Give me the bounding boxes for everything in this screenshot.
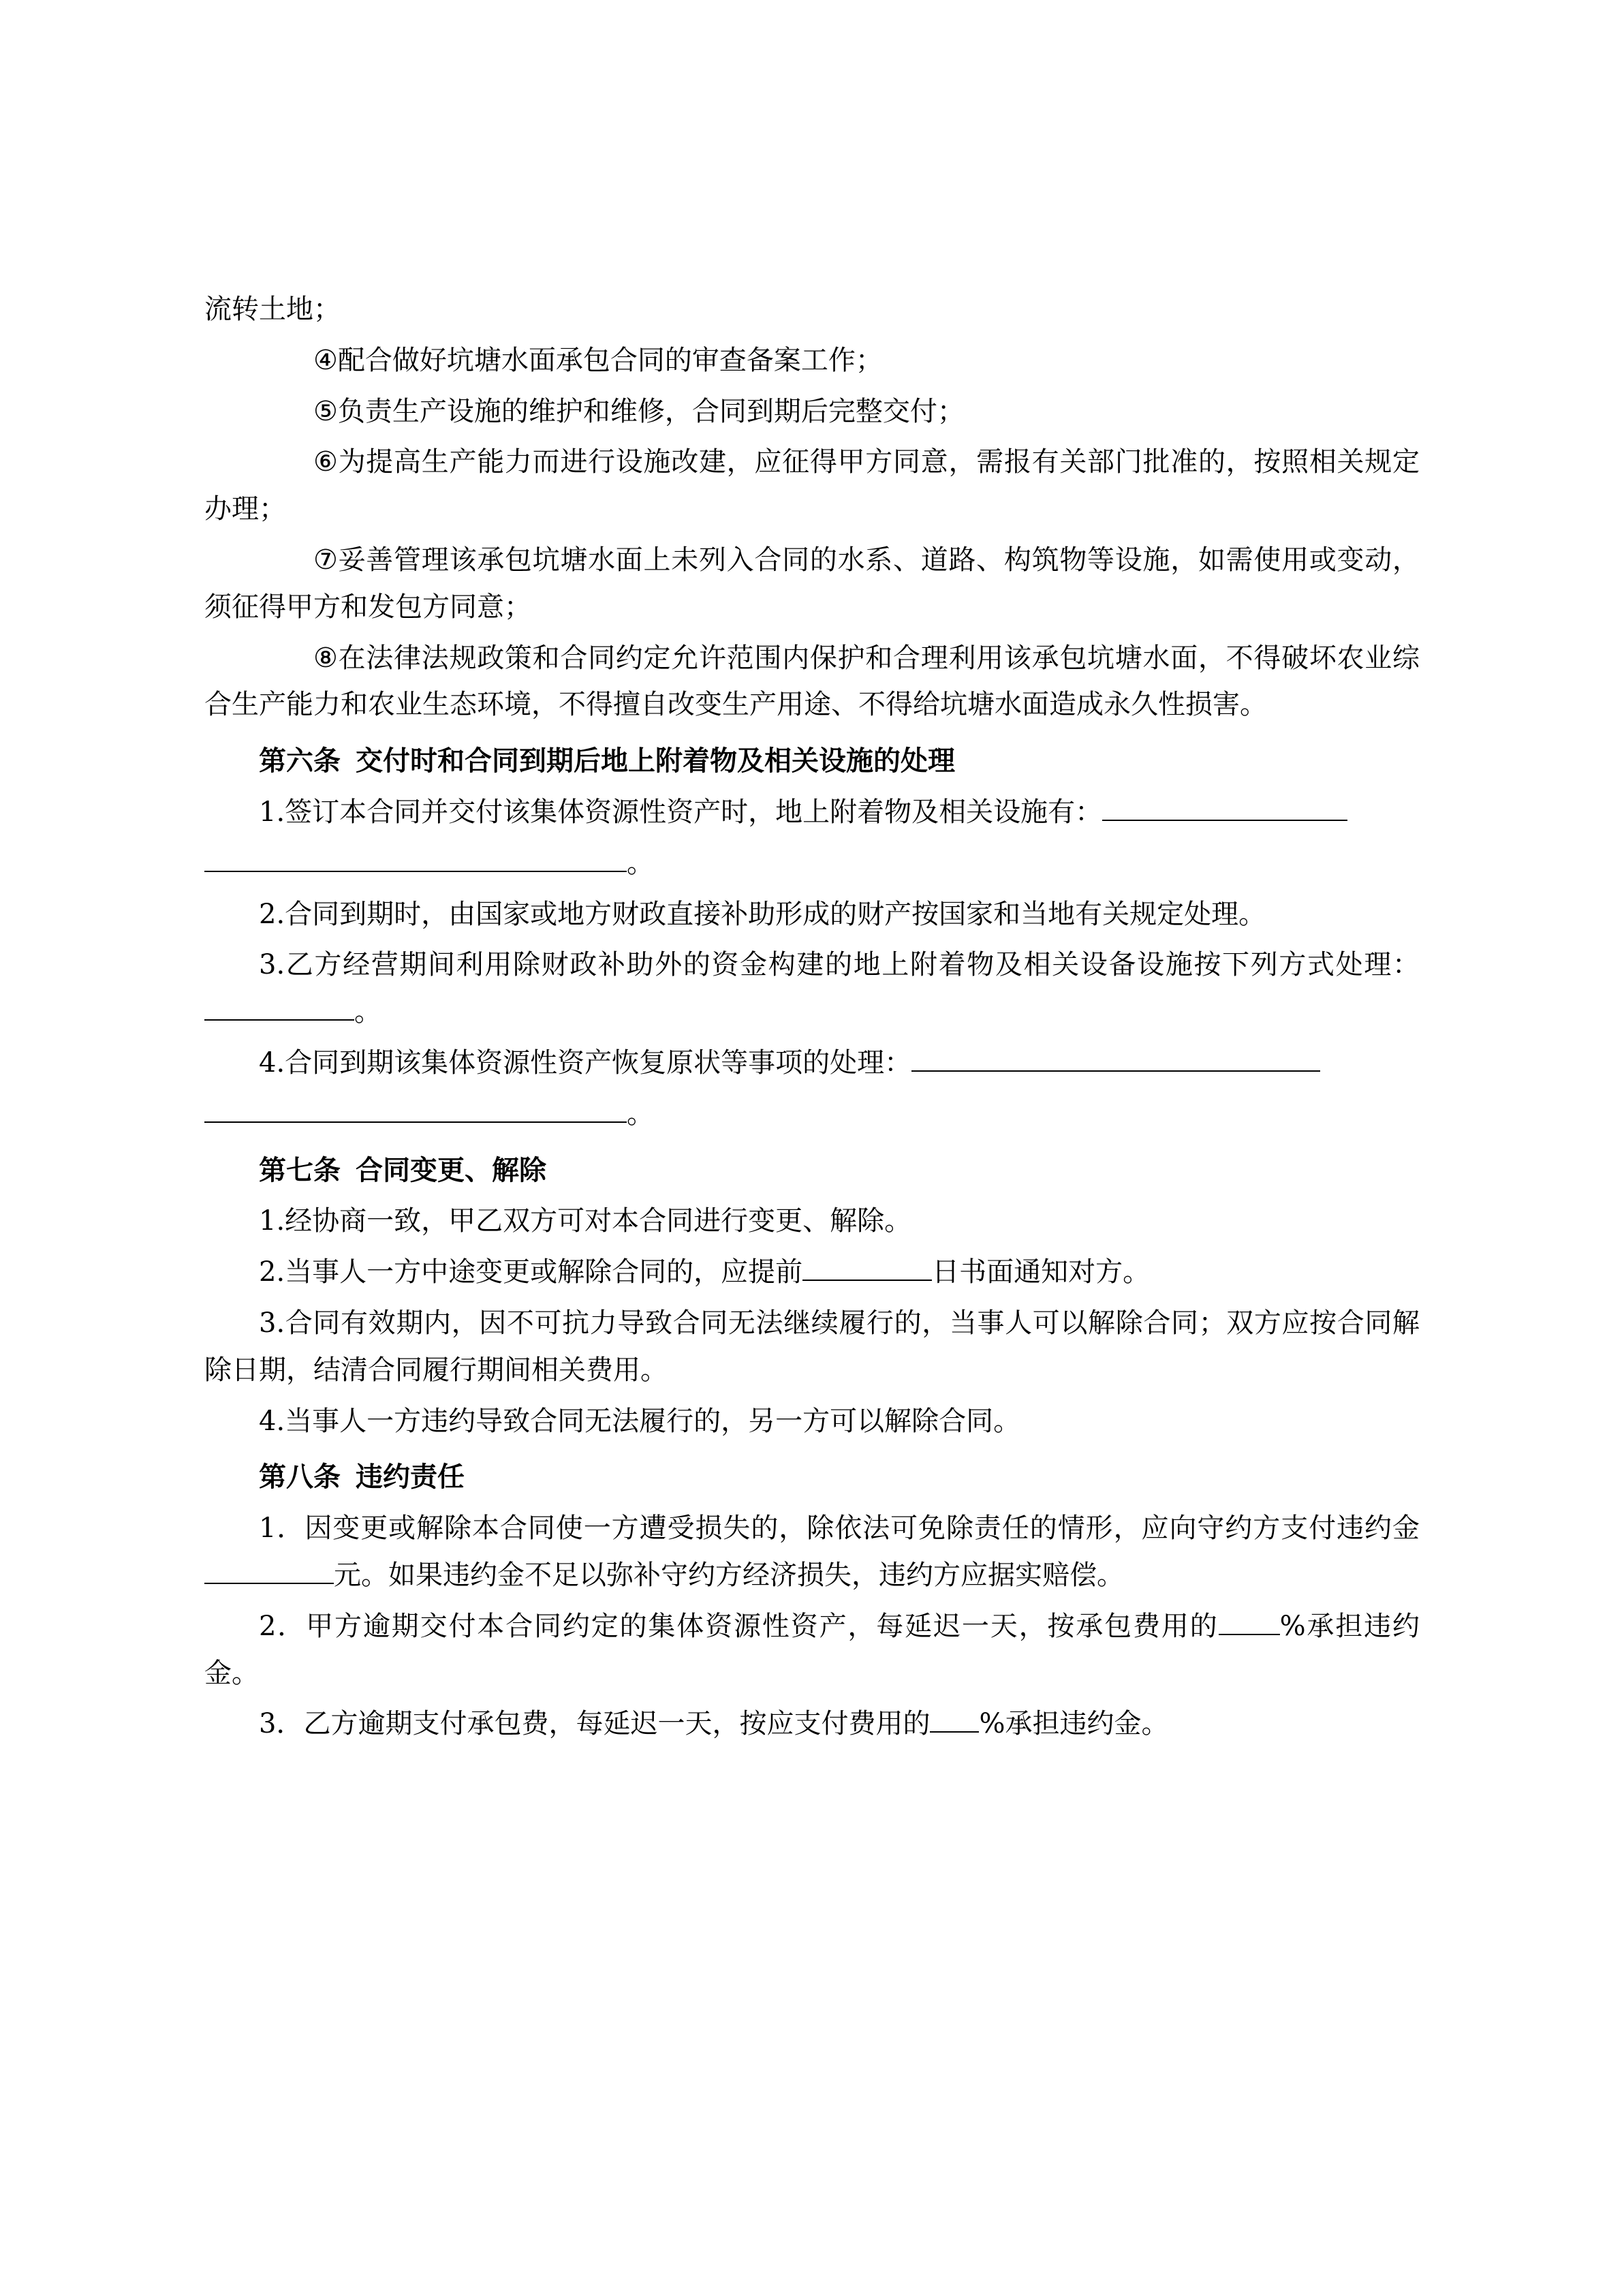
list-marker: ④	[313, 344, 338, 376]
list-item	[204, 337, 1420, 384]
section-six-item-3-text: 3.乙方经营期间利用除财政补助外的资金构建的地上附着物及相关设备设施按下列方式处理：	[259, 949, 1420, 981]
section-eight-item-3	[204, 1701, 1420, 1748]
section-eight-item-3-end: %承担违约金。	[979, 1708, 1169, 1740]
section-six-title: 交付时和合同到期后地上附着物及相关设施的处理	[356, 745, 955, 777]
list-marker: ⑥	[313, 446, 338, 478]
section-six-item-2: 2.合同到期时，由国家或地方财政直接补助形成的财产按国家和当地有关规定处理。	[259, 898, 1266, 930]
section-six-item-1-end: 。	[627, 847, 654, 879]
fill-in-blank[interactable]	[204, 1121, 627, 1123]
fill-in-blank[interactable]	[204, 1019, 354, 1021]
section-six-number: 第六条	[259, 745, 341, 777]
section-eight-item-3-text: 3．乙方逾期支付承包费，每延迟一天，按应支付费用的	[259, 1708, 931, 1740]
section-six-item-1-cont	[204, 840, 1420, 887]
section-seven-title: 合同变更、解除	[356, 1153, 546, 1186]
document-body	[204, 286, 1420, 1748]
list-item-text: 妥善管理该承包坑塘水面上未列入合同的水系、道路、构筑物等设施，如需使用或变动，须征得甲方和发包方同意；	[204, 544, 1420, 623]
section-seven-item-2-end: 日书面通知对方。	[932, 1256, 1151, 1288]
section-six-item-4-text: 4.合同到期该集体资源性资产恢复原状等事项的处理：	[259, 1047, 912, 1079]
list-item	[204, 439, 1420, 533]
section-six-item-4	[204, 1040, 1420, 1087]
fill-in-blank[interactable]	[1102, 820, 1347, 821]
section-eight-item-1-end: 元。如果违约金不足以弥补守约方经济损失，违约方应据实赔偿。	[334, 1559, 1124, 1591]
section-eight-item-1-text: 1．因变更或解除本合同使一方遭受损失的，除依法可免除责任的情形，应向守约方支付违约金	[259, 1513, 1420, 1545]
section-six-item-3-end: 。	[354, 996, 381, 1028]
section-six-item-4-end: 。	[627, 1098, 654, 1130]
fill-in-blank[interactable]	[930, 1731, 979, 1733]
list-marker: ⑦	[313, 544, 338, 576]
lead-line: 流转土地；	[204, 294, 341, 325]
section-six-item-1	[204, 789, 1420, 836]
list-item-text: 负责生产设施的维护和维修，合同到期后完整交付；	[337, 395, 965, 427]
list-marker: ⑧	[313, 642, 338, 674]
section-eight-item-2-end: %承担违约金。	[204, 1610, 1420, 1689]
list-item	[204, 537, 1420, 631]
list-item-text: 在法律法规政策和合同约定允许范围内保护和合理利用该承包坑塘水面，不得破坏农业综合生产能力和农业生态环境，不得擅自改变生产用途、不得给坑塘水面造成永久性损害。	[204, 642, 1420, 721]
section-six-item-4-cont	[204, 1091, 1420, 1138]
section-eight-number: 第八条	[259, 1461, 341, 1493]
section-seven-item-2	[204, 1249, 1420, 1296]
list-item-text: 为提高生产能力而进行设施改建，应征得甲方同意，需报有关部门批准的，按照相关规定办理；	[204, 446, 1420, 525]
section-eight-title: 违约责任	[356, 1461, 465, 1493]
section-eight-item-1	[204, 1505, 1420, 1599]
section-seven-item-2-text: 2.当事人一方中途变更或解除合同的，应提前	[259, 1256, 803, 1288]
section-eight-heading	[204, 1454, 1420, 1501]
list-marker: ⑤	[313, 395, 338, 427]
section-eight-item-2-text: 2．甲方逾期交付本合同约定的集体资源性资产，每延迟一天，按承包费用的	[259, 1610, 1219, 1642]
section-seven-item-3: 3.合同有效期内，因不可抗力导致合同无法继续履行的，当事人可以解除合同；双方应按合同解除日期，结清合同履行期间相关费用。	[204, 1307, 1420, 1386]
fill-in-blank[interactable]	[802, 1280, 932, 1281]
section-seven-heading	[204, 1147, 1420, 1194]
list-item-text: 配合做好坑塘水面承包合同的审查备案工作；	[337, 344, 883, 376]
list-item	[204, 388, 1420, 435]
fill-in-blank[interactable]	[1219, 1634, 1280, 1635]
section-six-item-1-text: 1.签订本合同并交付该集体资源性资产时，地上附着物及相关设施有：	[259, 796, 1103, 828]
section-seven-item-1: 1.经协商一致，甲乙双方可对本合同进行变更、解除。	[259, 1205, 912, 1237]
section-seven-item-4: 4.当事人一方违约导致合同无法履行的，另一方可以解除合同。	[259, 1405, 1021, 1437]
section-six-heading	[204, 738, 1420, 785]
fill-in-blank[interactable]	[204, 871, 627, 872]
fill-in-blank[interactable]	[204, 1583, 334, 1584]
section-eight-item-2	[204, 1603, 1420, 1697]
section-seven-number: 第七条	[259, 1153, 341, 1186]
list-item	[204, 635, 1420, 729]
fill-in-blank[interactable]	[911, 1070, 1320, 1072]
section-six-item-3	[204, 942, 1420, 1036]
